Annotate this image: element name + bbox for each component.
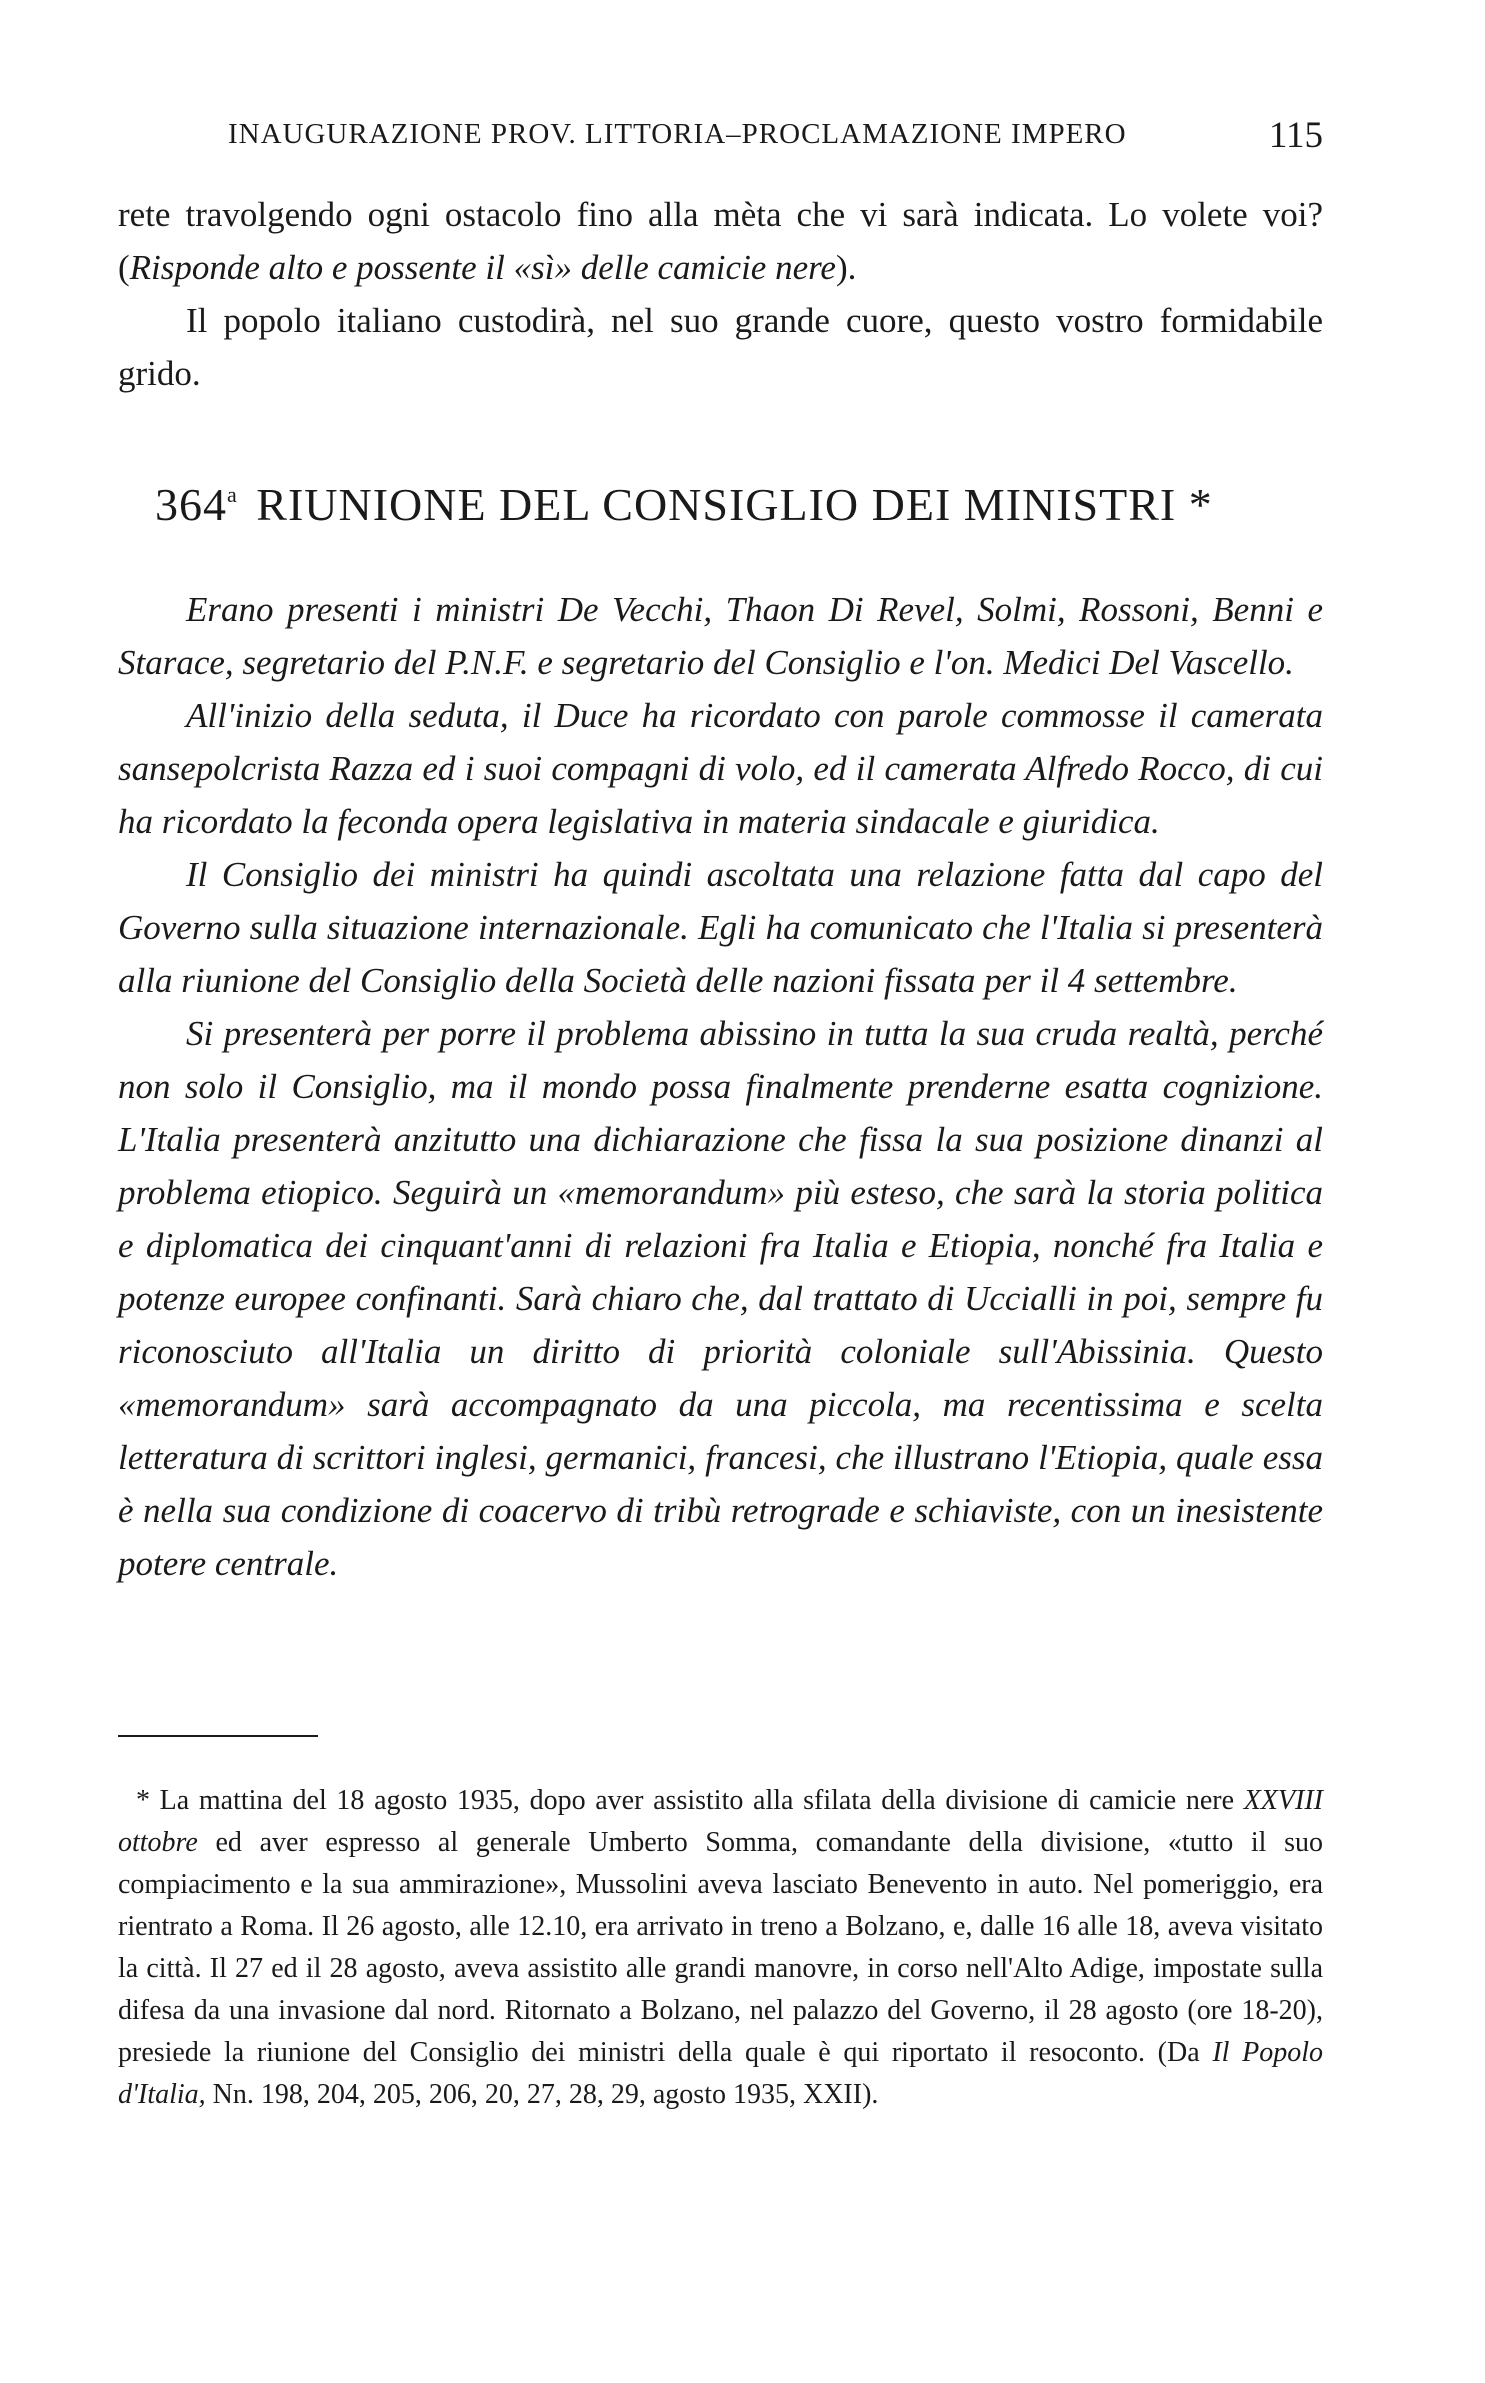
heading-title: RIUNIONE DEL CONSIGLIO DEI MINISTRI * [256, 479, 1213, 530]
summary-paragraph: Il Consiglio dei ministri ha quindi ascoltata una relazione fatta dal capo del Governo sulla situazione internazionale. Egli ha comunicato che l'Italia si presenterà alla riunione del Consiglio della Società delle nazioni fissata per il 4 settembre. [118, 855, 1323, 1000]
heading-superscript: a [227, 482, 238, 507]
intro-paragraph-1 [118, 188, 1323, 294]
footnote-text-c: Nn. 198, 204, 205, 206, 20, 27, 28, 29, agosto 1935, XXII). [205, 2079, 879, 2110]
footnote-italic-1: XXVIII ottobre [118, 1785, 1323, 1858]
running-head-title: INAUGURAZIONE PROV. LITTORIA–PROCLAMAZIONE IMPERO [228, 118, 1127, 150]
footnote [118, 1780, 1323, 2116]
intro-text-b: ). [835, 248, 857, 287]
page-number: 115 [1268, 115, 1323, 156]
intro-text [118, 188, 1323, 400]
intro-paragraph-2: Il popolo italiano custodirà, nel suo grande cuore, questo vostro formidabile grido. [118, 301, 1323, 393]
footnote-italic-2: Il Popolo d'Italia, [118, 2037, 1323, 2110]
intro-text-a: rete travolgendo ogni ostacolo fino alla mèta che vi sarà indicata. Lo volete voi? ( [118, 195, 1323, 287]
intro-text-italic: Risponde alto e possente il «sì» delle camicie nere [129, 248, 836, 287]
footnote-text-b: ed aver espresso al generale Umberto Somma, comandante della divisione, «tutto il suo compiacimento e la sua ammirazione», Mussolini aveva lasciato Benevento in auto. Nel pomeriggio, era rientrato a Roma. Il 26 agosto, alle 12.10, era arrivato in treno a Bolzano, e, dalle 16 alle 18, aveva visitato la città. Il 27 ed il 28 agosto, aveva assistito alle grandi manovre, in corso nell'Alto Adige, impostate sulla difesa da una invasione dal nord. Ritornato a Bolzano, nel palazzo del Governo, il 28 agosto (ore 18-20), presiede la riunione del Consiglio dei ministri della quale è qui riportato il resoconto. (Da [118, 1827, 1323, 2068]
footnote-text-a: * La mattina del 18 agosto 1935, dopo aver assistito alla sfilata della divisione di camicie nere [136, 1785, 1244, 1816]
summary-paragraph: Erano presenti i ministri De Vecchi, Thaon Di Revel, Solmi, Rossoni, Benni e Starace, segretario del P.N.F. e segretario del Consiglio e l'on. Medici Del Vascello. [118, 590, 1323, 682]
summary-paragraph: All'inizio della seduta, il Duce ha ricordato con parole commosse il camerata sansepolcrista Razza ed i suoi compagni di volo, ed il camerata Alfredo Rocco, di cui ha ricordato la feconda opera legislativa in materia sindacale e giuridica. [118, 696, 1323, 841]
meeting-summary [118, 583, 1323, 1590]
footnote-rule [118, 1735, 318, 1737]
heading-number: 364 [155, 479, 227, 530]
summary-paragraph: Si presenterà per porre il problema abissino in tutta la sua cruda realtà, perché non solo il Consiglio, ma il mondo possa finalmente prenderne esatta cognizione. L'Italia presenterà anzitutto una dichiarazione che fissa la sua posizione dinanzi al problema etiopico. Seguirà un «memorandum» più esteso, che sarà la storia politica e diplomatica dei cinquant'anni di relazioni fra Italia e Etiopia, nonché fra Italia e potenze europee confinanti. Sarà chiaro che, dal trattato di Uccialli in poi, sempre fu riconosciuto all'Italia un diritto di priorità coloniale sull'Abissinia. Questo «memorandum» sarà accompagnato da una piccola, ma recentissima e scelta letteratura di scrittori inglesi, germanici, francesi, che illustrano l'Etiopia, quale essa è nella sua condizione di coacervo di tribù retrograde e schiaviste, con un inesistente potere centrale. [118, 1014, 1323, 1583]
section-heading [155, 478, 1335, 531]
running-head [228, 115, 1323, 158]
